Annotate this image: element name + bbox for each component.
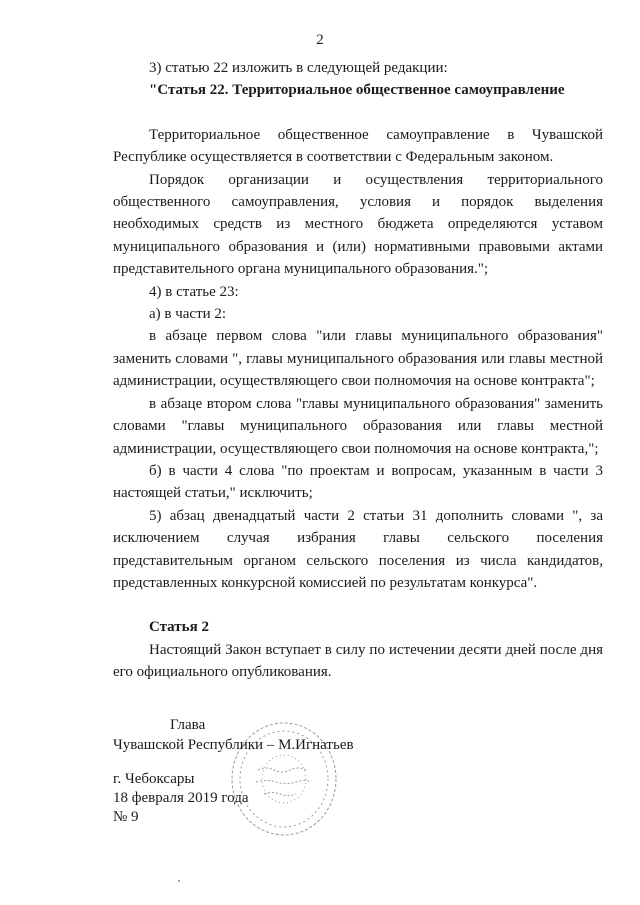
paragraph-article-22-part-2: Порядок организации и осуществления территориального общественного самоуправления, условия и порядок выделения необходимых средств из местного бюджета определяются уставом муниципального образования и (или) нормативными правовыми актами представительного органа муниципального образования.";	[113, 171, 603, 278]
paragraph-article-22-part-1: Территориальное общественное самоуправление в Чувашской Республике осуществляется в соответствии с Федеральным законом.	[113, 126, 603, 166]
footer-city: г. Чебоксары	[113, 771, 195, 787]
page-number: 2	[316, 32, 324, 48]
signature-name: М.Игнатьев	[278, 737, 354, 753]
paragraph-amendment-3: 3) статью 22 изложить в следующей редакции:	[149, 60, 448, 76]
footer-number: № 9	[113, 809, 139, 825]
article-2-heading: Статья 2	[149, 619, 209, 636]
footer-date: 18 февраля 2019 года	[113, 790, 249, 806]
article-22-heading: "Статья 22. Территориальное общественное самоуправление	[149, 82, 565, 99]
document-body	[113, 57, 603, 684]
signature-dash: –	[266, 737, 275, 753]
paragraph-amendment-4a-second: в абзаце втором слова "главы муниципального образования" заменить словами "главы муниципального образования или главы местной администрации, осуществляющего свои полномочия на основе контракта,";	[113, 395, 603, 457]
paragraph-amendment-5: 5) абзац двенадцатый части 2 статьи 31 дополнить словами ", за исключением случая избрания главы сельского поселения представительным органом сельского поселения из числа кандидатов, представленных конкурсной комиссией по результатам конкурса".	[113, 507, 603, 591]
signature-title-line2: Чувашской Республики	[113, 737, 264, 753]
signature-block	[113, 736, 354, 754]
paragraph-amendment-4a-first: в абзаце первом слова "или главы муниципального образования" заменить словами ", главы муниципального образования или главы местной администрации, осуществляющего свои полномочия на основе контракта";	[113, 328, 603, 390]
scan-speck	[178, 880, 180, 882]
paragraph-amendment-4: 4) в статье 23:	[149, 283, 239, 300]
paragraph-amendment-4a: а) в части 2:	[149, 306, 227, 323]
paragraph-article-2: Настоящий Закон вступает в силу по истечении десяти дней после дня его официального опубликования.	[113, 641, 603, 681]
signature-title-line1: Глава	[170, 717, 206, 733]
paragraph-amendment-4b: б) в части 4 слова "по проектам и вопросам, указанным в части 3 настоящей статьи," исключить;	[113, 462, 603, 502]
